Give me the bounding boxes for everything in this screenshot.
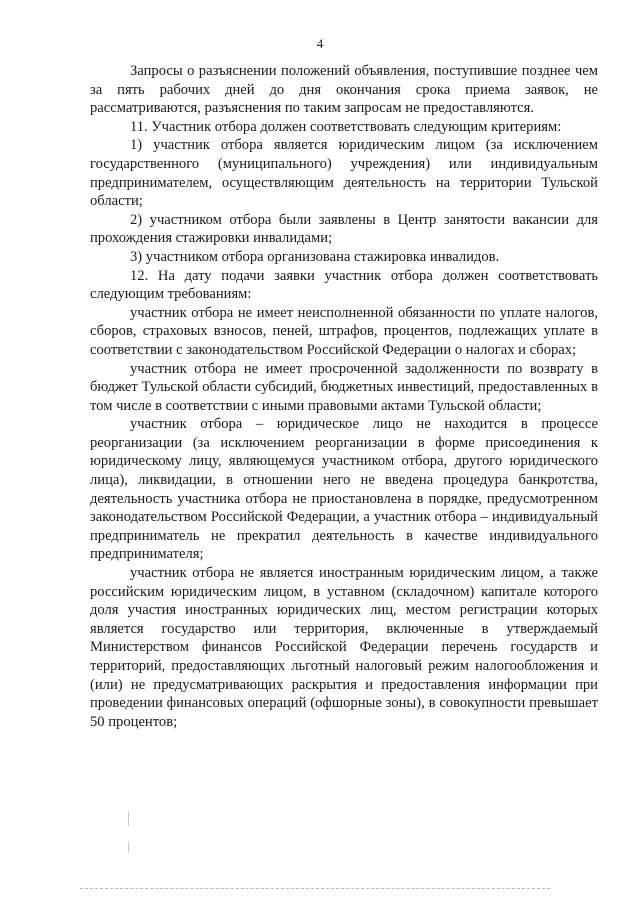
paragraph-requirement-debts: участник отбора не имеет просроченной задолженности по возврату в бюджет Тульской области субсидий, бюджетных инвестиций, предоставленных в том числе в соответствии с иными правовыми актами Тульской области; bbox=[90, 360, 598, 414]
paragraph-criterion-2: 2) участником отбора были заявлены в Центр занятости вакансии для прохождения стажировки инвалидами; bbox=[90, 211, 598, 247]
scan-artifact-mark bbox=[128, 842, 129, 852]
paragraph-requirement-foreign: участник отбора не является иностранным юридическим лицом, а также российским юридическим лицом, в уставном (складочном) капитале которого доля участия иностранных юридических лиц, местом регистрации которых является государство или территория, включенные в утверждаемый Министерством финансов Российской Федерации перечень государств и территорий, предоставляющих льготный налоговый режим налогообложения и (или) не предусматривающих раскрытия и предоставления информации при проведении финансовых операций (офшорные зоны), в совокупности превышает 50 процентов; bbox=[90, 565, 598, 730]
paragraph-criterion-1: 1) участник отбора является юридическим лицом (за исключением государственного (муниципального) учреждения) или индивидуальным предпринимателем, осуществляющим деятельность на территории Тульской области; bbox=[90, 137, 598, 210]
paragraph-item-11: 11. Участник отбора должен соответствовать следующим критериям: bbox=[130, 118, 562, 135]
scan-artifact-mark bbox=[128, 812, 129, 826]
scan-artifact-line bbox=[80, 888, 550, 889]
paragraph-criterion-3: 3) участником отбора организована стажировка инвалидов. bbox=[130, 248, 500, 265]
paragraph-requirement-reorganization: участник отбора – юридическое лицо не находится в процессе реорганизации (за исключением реорганизации в форме присоединения к юридическому лицу, являющемуся участником отбора, другого юридического лица), ликвидации, в отношении него не введена процедура банкротства, деятельность участника отбора не приостановлена в порядке, предусмотренном законодательством Российской Федерации, а участник отбора – индивидуальный предприниматель не прекратил деятельность в качестве индивидуального предпринимателя; bbox=[90, 416, 598, 563]
document-body bbox=[90, 62, 598, 731]
paragraph-requests-clarification: Запросы о разъяснении положений объявления, поступившие позднее чем за пять рабочих дней до дня окончания срока приема заявок, не рассматриваются, разъяснения по таким запросам не предоставляются. bbox=[90, 63, 598, 117]
page-number: 4 bbox=[316, 36, 324, 51]
paragraph-item-12: 12. На дату подачи заявки участник отбора должен соответствовать следующим требованиям: bbox=[90, 267, 598, 303]
paragraph-requirement-taxes: участник отбора не имеет неисполненной обязанности по уплате налогов, сборов, страховых взносов, пеней, штрафов, процентов, подлежащих уплате в соответствии с законодательством Российской Федерации о налогах и сборах; bbox=[90, 304, 598, 358]
